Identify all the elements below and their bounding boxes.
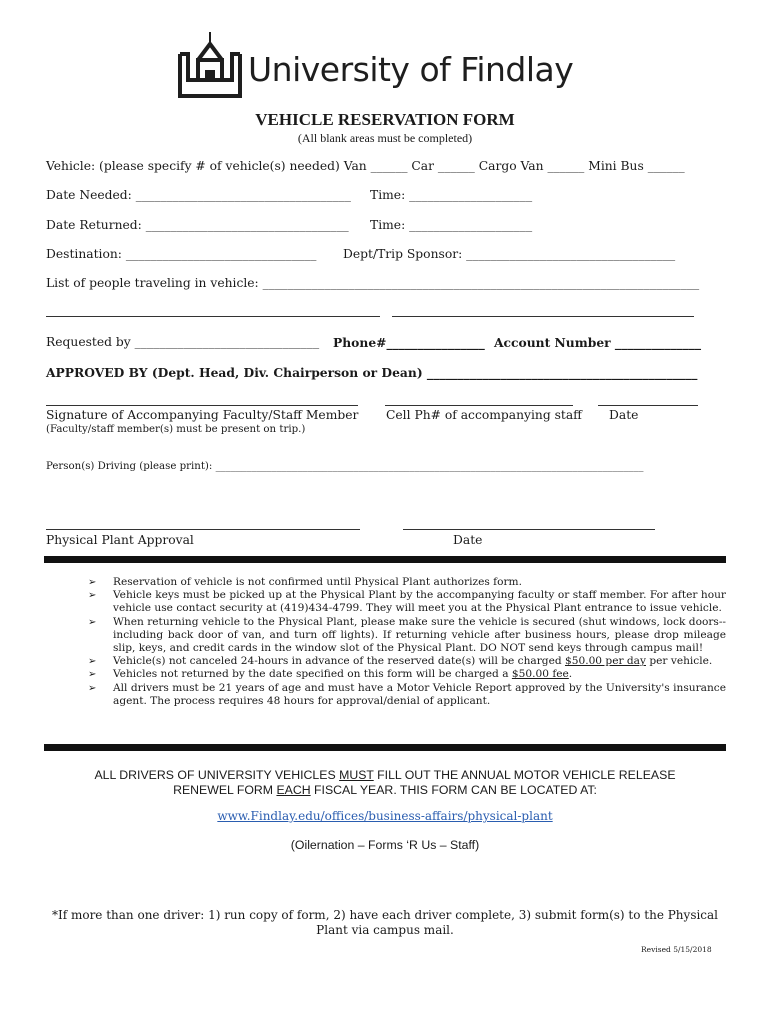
note-item: ➢ All drivers must be 21 years of age and must have a Motor Vehicle Report approved by the University's insurance agent. The process requires 48 hours for approval/denial of applicant. [88, 681, 726, 707]
plant-approval-label: Physical Plant Approval [46, 533, 194, 547]
spire-icon [209, 32, 211, 44]
date-needed-field[interactable]: Date Needed: ___________________________________ [46, 188, 351, 202]
faculty-note: (Faculty/staff member(s) must be present on trip.) [46, 424, 306, 435]
revised-date: Revised 5/15/2018 [641, 945, 712, 954]
phone-field[interactable]: Phone#________________ [333, 335, 485, 350]
plant-approval-line[interactable] [46, 529, 360, 530]
requested-by-field[interactable]: Requested by ______________________________ [46, 335, 320, 349]
divider-bar-bottom [44, 744, 726, 751]
note-item: ➢ Reservation of vehicle is not confirmed until Physical Plant authorizes form. [88, 576, 522, 588]
arrow-bullet-icon: ➢ [88, 616, 97, 628]
account-field[interactable]: Account Number ______________ [494, 335, 702, 350]
time-returned-field[interactable]: Time: ____________________ [370, 218, 533, 232]
signature-date-line[interactable] [598, 405, 698, 406]
plant-date-label: Date [453, 533, 483, 547]
approved-by-field[interactable]: APPROVED BY (Dept. Head, Div. Chairperson or Dean) ____________________________________________ [46, 365, 698, 380]
physical-plant-link[interactable]: www.Findlay.edu/offices/business-affairs/physical-plant [217, 809, 553, 823]
drivers-field[interactable]: Person(s) Driving (please print): ____________________________________________________________________________________ [46, 461, 644, 472]
travelers-line-1[interactable] [46, 316, 380, 317]
time-needed-field[interactable]: Time: ____________________ [370, 188, 533, 202]
note-item: ➢ Vehicles not returned by the date specified on this form will be charged a $50.00 fee. [88, 668, 573, 681]
notes-section [88, 576, 726, 708]
notice-line-2: RENEWEL FORM EACH FISCAL YEAR. THIS FORM CAN BE LOCATED AT: [173, 783, 597, 797]
cell-phone-label: Cell Ph# of accompanying staff [386, 408, 582, 422]
plant-date-line[interactable] [403, 529, 655, 530]
instructions-line-2: Plant via campus mail. [316, 923, 454, 937]
physical-plant-link-row [0, 809, 770, 823]
faculty-signature-line[interactable] [46, 405, 358, 406]
destination-field[interactable]: Destination: _______________________________ [46, 247, 317, 261]
date-returned-field[interactable]: Date Returned: _________________________________ [46, 218, 349, 232]
note-item: ➢ Vehicle(s) not canceled 24-hours in advance of the reserved date(s) will be charged $50.00 per day per vehicle. [88, 655, 713, 668]
arrow-bullet-icon: ➢ [88, 669, 97, 681]
logo-wordmark: University of Findlay [248, 50, 574, 89]
travelers-line-2[interactable] [392, 316, 694, 317]
forms-path: (Oilernation – Forms ‘R Us – Staff) [290, 838, 480, 852]
form-subtitle: (All blank areas must be completed) [297, 131, 473, 145]
instructions-line-1: *If more than one driver: 1) run copy of form, 2) have each driver complete, 3) submit form(s) to the Physical [51, 908, 719, 922]
note-item: ➢ Vehicle keys must be picked up at the Physical Plant by the accompanying faculty or staff member. For after hour vehicle use contact security at (419)434-4799. They will meet you at the Physical Plant entrance to issue vehicle. [88, 589, 726, 615]
arrow-bullet-icon: ➢ [88, 590, 97, 602]
travelers-field[interactable]: List of people traveling in vehicle: _______________________________________________________________________ [46, 276, 700, 290]
sponsor-field[interactable]: Dept/Trip Sponsor: __________________________________ [343, 247, 676, 261]
form-title: VEHICLE RESERVATION FORM [255, 110, 515, 129]
cell-phone-line[interactable] [385, 405, 573, 406]
divider-bar-top [44, 556, 726, 563]
note-item: ➢ When returning vehicle to the Physical Plant, please make sure the vehicle is secured (shut windows, lock doors--including back door of van, and turn off lights). If returning vehicle after business hours, please drop mileage slip, keys, and credit cards in the window slot of the Physical Plant. DO NOT send keys through campus mail! [88, 615, 726, 655]
arrow-bullet-icon: ➢ [88, 656, 97, 668]
arrow-bullet-icon: ➢ [88, 577, 97, 588]
signature-date-label: Date [609, 408, 639, 422]
faculty-signature-label: Signature of Accompanying Faculty/Staff Member [46, 408, 359, 422]
arrow-bullet-icon: ➢ [88, 682, 97, 694]
vehicle-field[interactable]: Vehicle: (please specify # of vehicle(s) needed) Van ______ Car ______ Cargo Van ______ Mini Bus ______ [46, 159, 685, 173]
notice-line-1: ALL DRIVERS OF UNIVERSITY VEHICLES MUST FILL OUT THE ANNUAL MOTOR VEHICLE RELEASE [94, 768, 676, 782]
